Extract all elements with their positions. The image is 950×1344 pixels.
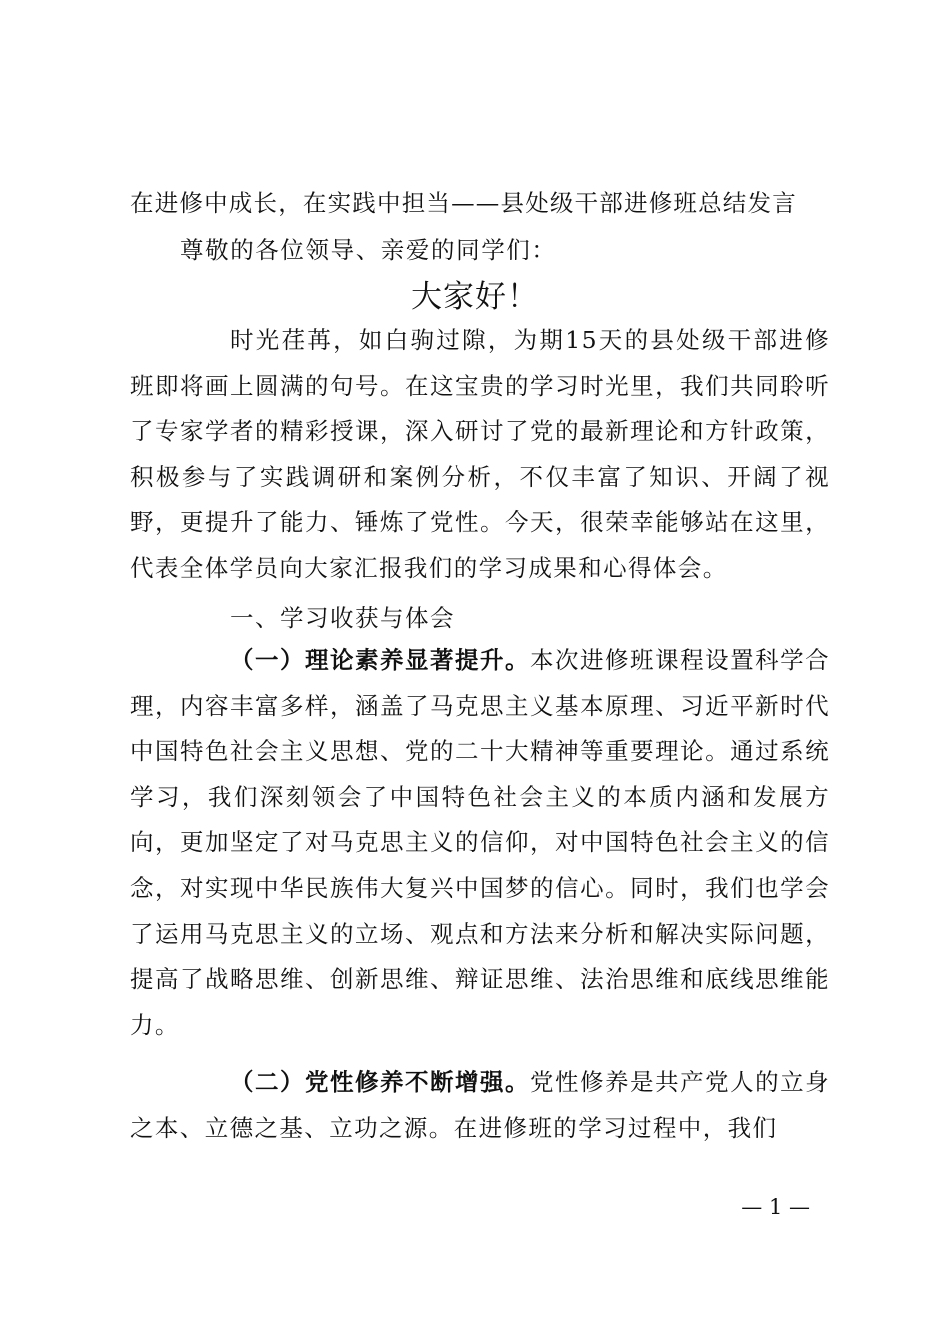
- salutation: 尊敬的各位领导、亲爱的同学们：: [180, 236, 557, 264]
- subsection-body-2: 党性修养是共产党人的立身之本、立德之基、立功之源。在进修班的学习过程中，我们: [130, 1068, 830, 1142]
- document-title: 在进修中成长，在实践中担当——县处级干部进修班总结发言: [130, 189, 797, 217]
- opening-paragraph: 时光荏苒，如白驹过隙，为期15天的县处级干部进修班即将画上圆满的句号。在这宝贵的学习时光里，我们共同聆听了专家学者的精彩授课，深入研讨了党的最新理论和方针政策，积极参与了实践调研和案例分析，不仅丰富了知识、开阔了视野，更提升了能力、锤炼了党性。今天，很荣幸能够站在这里，代表全体学员向大家汇报我们的学习成果和心得体会。: [130, 326, 830, 582]
- subsection-paragraph-1: [130, 638, 830, 1048]
- section-heading-1: 一、学习收获与体会: [230, 604, 455, 632]
- subsection-body-1: 本次进修班课程设置科学合理，内容丰富多样，涵盖了马克思主义基本原理、习近平新时代中国特色社会主义思想、党的二十大精神等重要理论。通过系统学习，我们深刻领会了中国特色社会主义的本质内涵和发展方向，更加坚定了对马克思主义的信仰，对中国特色社会主义的信念，对实现中华民族伟大复兴中国梦的信心。同时，我们也学会了运用马克思主义的立场、观点和方法来分析和解决实际问题，提高了战略思维、创新思维、辩证思维、法治思维和底线思维能力。: [130, 646, 830, 1039]
- greeting: 大家好！: [411, 279, 539, 315]
- subsection-lead-2: （二）党性修养不断增强。: [230, 1068, 531, 1096]
- subsection-lead-1: （一）理论素养显著提升。: [230, 646, 531, 674]
- page-number: — 1 —: [741, 1195, 810, 1219]
- subsection-paragraph-2: [130, 1060, 830, 1151]
